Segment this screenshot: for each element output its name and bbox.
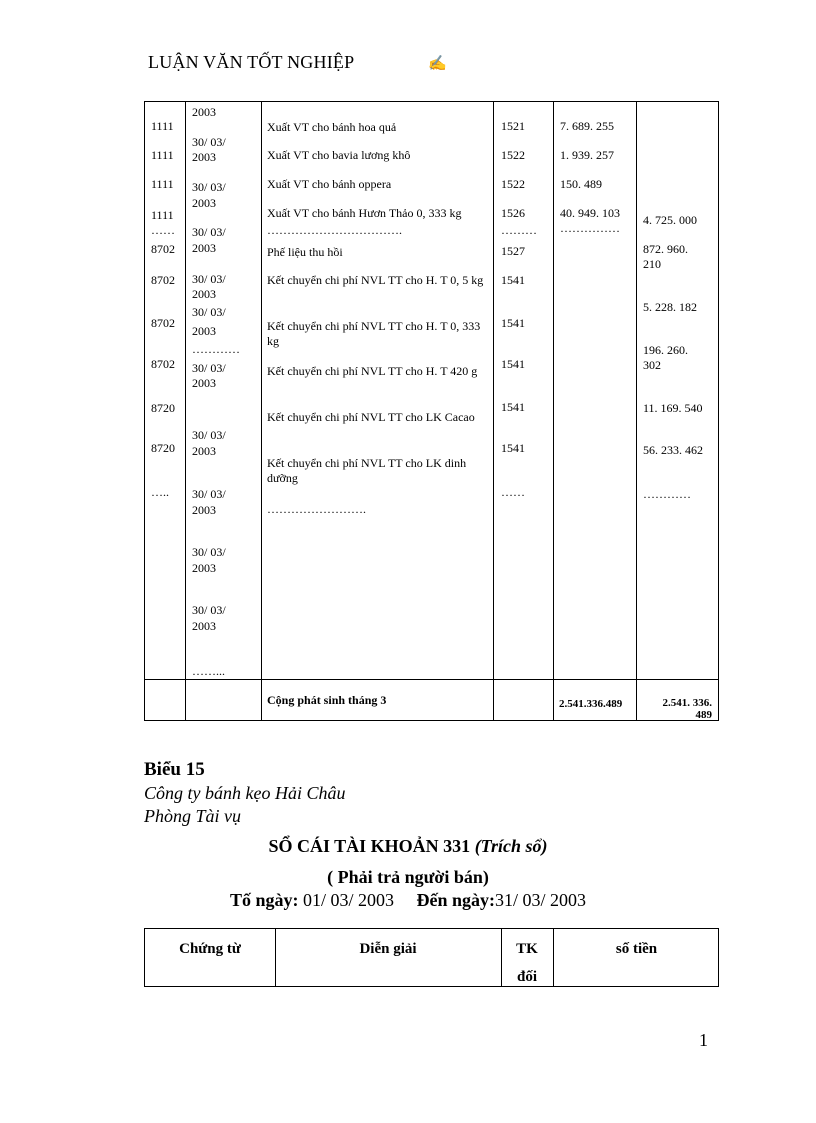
ledger-counter-account: 1541: [501, 357, 525, 371]
ledger-debit-amount: ……………: [560, 221, 620, 235]
ledger-account-code: 8702: [151, 273, 175, 287]
ledger-credit-amount: 11. 169. 540: [643, 401, 703, 415]
ledger-counter-account: 1522: [501, 148, 525, 162]
header-doi: đối: [516, 969, 537, 985]
ledger-date: 30/ 03/: [192, 545, 226, 559]
ledger-account-code: …..: [151, 485, 169, 499]
page-header-title: LUẬN VĂN TỐT NGHIỆP: [148, 52, 355, 72]
ledger-date: 30/ 03/: [192, 428, 226, 442]
ledger-description: Kết chuyển chi phí NVL TT cho H. T 0, 5 kg: [267, 273, 484, 287]
ledger-account-code: 1111: [151, 148, 174, 162]
ledger-account-code: 8702: [151, 357, 175, 371]
ledger-date: 2003: [192, 376, 216, 390]
ledger-description: Kết chuyển chi phí NVL TT cho H. T 420 g: [267, 364, 478, 378]
header-tk: TK: [516, 941, 538, 957]
ledger-date: 30/ 03/: [192, 180, 226, 194]
ledger-description: Kết chuyển chi phí NVL TT cho LK dinh dưỡng: [267, 456, 467, 485]
to-label: Đến ngày:: [416, 890, 496, 910]
ledger-debit-amount: 1. 939. 257: [560, 148, 614, 162]
ledger-credit-amount: …………: [643, 487, 691, 501]
ledger-account-code: 1111: [151, 208, 174, 222]
ledger-credit-amount: 4. 725. 000: [643, 213, 697, 227]
header-description: Diễn giải: [359, 941, 417, 957]
ledger-account-code: 8702: [151, 316, 175, 330]
ledger-date: 30/ 03/: [192, 225, 226, 239]
ledger-date: 2003: [192, 444, 216, 458]
ledger-counter-account: 1541: [501, 273, 525, 287]
ledger-date: 30/ 03/: [192, 603, 226, 617]
ledger-date: 2003: [192, 150, 216, 164]
ledger-title-note: (Trích sổ): [474, 836, 548, 856]
ledger-account-code: ……: [151, 223, 175, 237]
ledger-credit-amount: 5. 228. 182: [643, 300, 697, 314]
ledger-description: …………………….: [267, 502, 366, 516]
total-credit: 2.541. 336. 489: [662, 697, 712, 721]
column-divider: [493, 102, 494, 720]
ledger-date: 2003: [192, 196, 216, 210]
ledger-counter-account: ………: [501, 223, 537, 237]
ledger-description: Xuất VT cho bánh oppera: [267, 177, 392, 191]
ledger-counter-account: 1522: [501, 177, 525, 191]
column-divider: [261, 102, 262, 720]
ledger-title: [0, 836, 816, 857]
column-divider: [553, 102, 554, 720]
ledger-account-code: 1111: [151, 177, 174, 191]
ledger-date: 30/ 03/: [192, 305, 226, 319]
ledger-description: …………………………….: [267, 223, 402, 237]
ledger-account-code: 8720: [151, 441, 175, 455]
total-label: Cộng phát sinh tháng 3: [267, 693, 387, 707]
ledger-counter-account: 1526: [501, 206, 525, 220]
ledger-date: 2003: [192, 619, 216, 633]
ledger-credit-amount: 56. 233. 462: [643, 443, 703, 457]
writing-hand-icon: ✍: [428, 56, 447, 72]
ledger-date: …………: [192, 342, 240, 356]
department-name: Phòng Tài vụ: [144, 806, 241, 826]
ledger-debit-amount: 7. 689. 255: [560, 119, 614, 133]
ledger-date: 2003: [192, 503, 216, 517]
ledger-counter-account: 1521: [501, 119, 525, 133]
ledger-description: Phế liệu thu hồi: [267, 245, 343, 259]
column-divider: [636, 102, 637, 720]
ledger-account-code: 8702: [151, 242, 175, 256]
ledger-account-code: 8720: [151, 401, 175, 415]
to-date: 31/ 03/ 2003: [495, 890, 587, 910]
ledger-description: Xuất VT cho bánh Hươn Thảo 0, 333 kg: [267, 206, 462, 220]
ledger-date: 2003: [192, 287, 216, 301]
header-voucher: Chứng từ: [179, 941, 241, 957]
ledger-debit-amount: 150. 489: [560, 177, 602, 191]
ledger-counter-account: ……: [501, 485, 525, 499]
ledger-counter-account: 1541: [501, 316, 525, 330]
ledger-counter-account: 1527: [501, 244, 525, 258]
ledger-counter-account: 1541: [501, 441, 525, 455]
column-divider: [185, 102, 186, 720]
ledger-credit-amount: 196. 260. 302: [643, 343, 688, 372]
ledger-credit-amount: 872. 960. 210: [643, 242, 688, 271]
total-row-divider: [145, 679, 718, 680]
company-name: Công ty bánh kẹo Hải Châu: [144, 783, 346, 803]
ledger-counter-account: 1541: [501, 400, 525, 414]
ledger-description: Kết chuyển chi phí NVL TT cho H. T 0, 333 kg: [267, 319, 481, 348]
total-debit: 2.541.336.489: [559, 698, 623, 710]
ledger-date: 30/ 03/: [192, 272, 226, 286]
ledger-date: 2003: [192, 241, 216, 255]
ledger-account-code: 1111: [151, 119, 174, 133]
ledger-debit-amount: 40. 949. 103: [560, 206, 620, 220]
from-date: 01/ 03/ 2003: [298, 890, 394, 910]
ledger-date: 2003: [192, 105, 216, 119]
ledger-description: Kết chuyển chi phí NVL TT cho LK Cacao: [267, 410, 475, 424]
ledger-date: 30/ 03/: [192, 135, 226, 149]
ledger-date: 30/ 03/: [192, 361, 226, 375]
page-number: 1: [699, 1030, 708, 1050]
ledger-description: Xuất VT cho bavia lương khô: [267, 148, 411, 162]
bieu-label: Biểu 15: [144, 759, 205, 780]
date-range: [0, 890, 816, 911]
ledger-table: [144, 101, 719, 721]
ledger-date: 2003: [192, 324, 216, 338]
ledger-331-header-table: [144, 928, 719, 987]
ledger-date: 30/ 03/: [192, 487, 226, 501]
ledger-description: Xuất VT cho bánh hoa quả: [267, 120, 397, 134]
ledger-title-main: SỔ CÁI TÀI KHOẢN 331: [268, 836, 475, 856]
ledger-date: 2003: [192, 561, 216, 575]
from-label: Tố ngày:: [229, 890, 299, 910]
header-amount: số tiền: [615, 941, 658, 957]
ledger-date: ……...: [192, 664, 225, 678]
ledger-subtitle: ( Phải trả người bán): [327, 867, 489, 887]
